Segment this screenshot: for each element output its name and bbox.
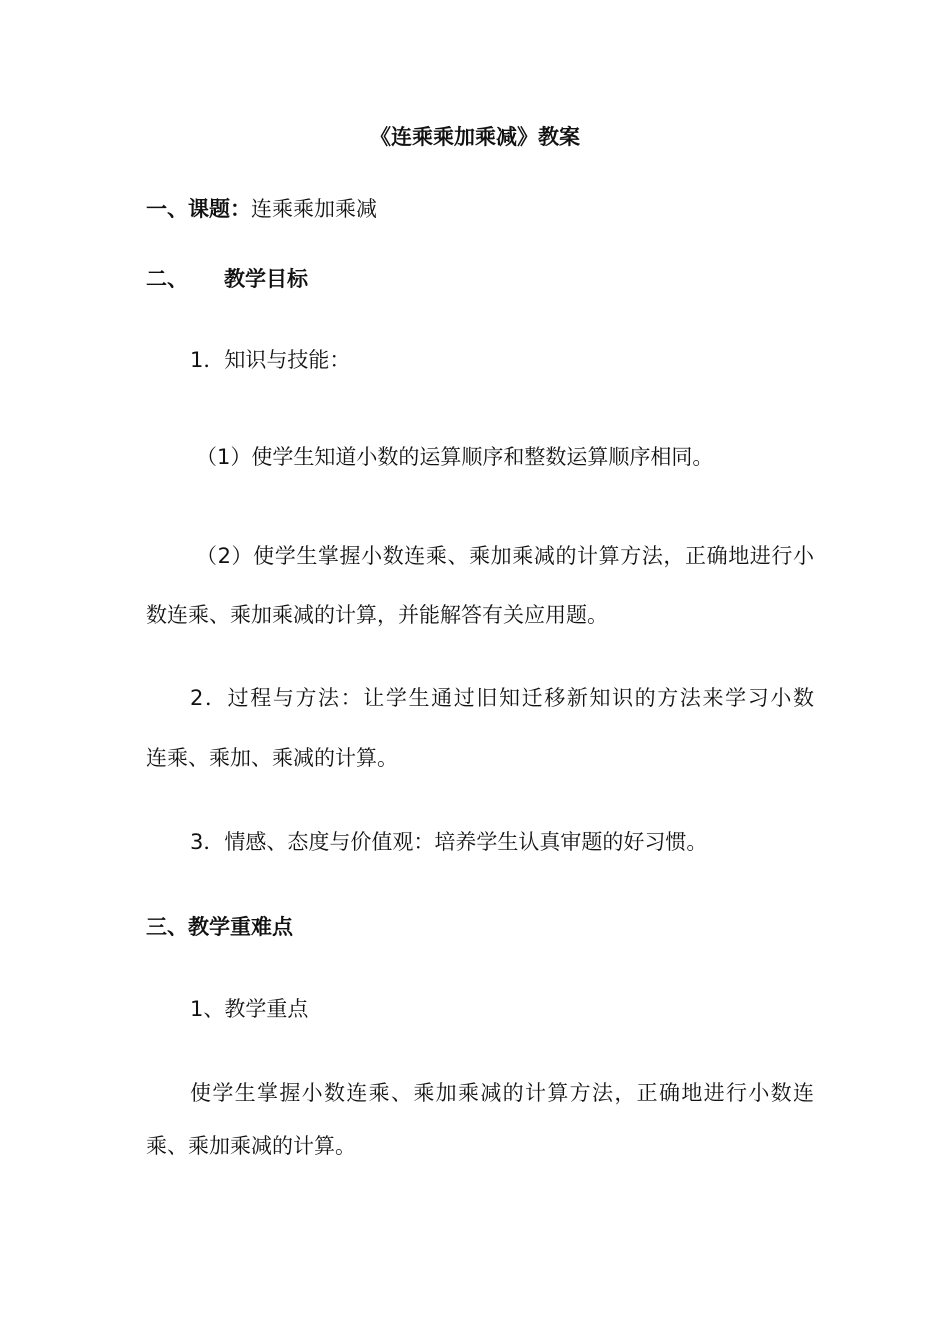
goal-1-item-2-line-1: （2）使学生掌握小数连乘、乘加乘减的计算方法，正确地进行小 — [196, 544, 814, 568]
section-3-heading: 三、教学重难点 — [146, 915, 293, 939]
goal-2-line-1: 2．过程与方法：让学生通过旧知迁移新知识的方法来学习小数 — [190, 686, 814, 710]
goal-3: 3．情感、态度与价值观：培养学生认真审题的好习惯。 — [190, 830, 708, 854]
document-title: 《连乘乘加乘减》教案 — [370, 125, 580, 149]
goal-1-item-1: （1）使学生知道小数的运算顺序和整数运算顺序相同。 — [196, 445, 714, 469]
section-1-text: 连乘乘加乘减 — [251, 197, 377, 221]
key-point-heading: 1、教学重点 — [190, 997, 309, 1021]
goal-1-item-2-line-2: 数连乘、乘加乘减的计算，并能解答有关应用题。 — [146, 603, 608, 627]
section-2-heading — [146, 265, 814, 293]
key-point-line-1: 使学生掌握小数连乘、乘加乘减的计算方法，正确地进行小数连 — [190, 1081, 814, 1105]
goal-1-heading: 1．知识与技能： — [190, 348, 351, 372]
section-1-heading: 一、课题： — [146, 197, 251, 221]
section-2-number: 二、 — [146, 267, 188, 291]
key-point-line-2: 乘、乘加乘减的计算。 — [146, 1134, 356, 1158]
section-1 — [146, 195, 814, 223]
goal-2-line-2: 连乘、乘加、乘减的计算。 — [146, 746, 398, 770]
section-2-title: 教学目标 — [224, 267, 308, 291]
